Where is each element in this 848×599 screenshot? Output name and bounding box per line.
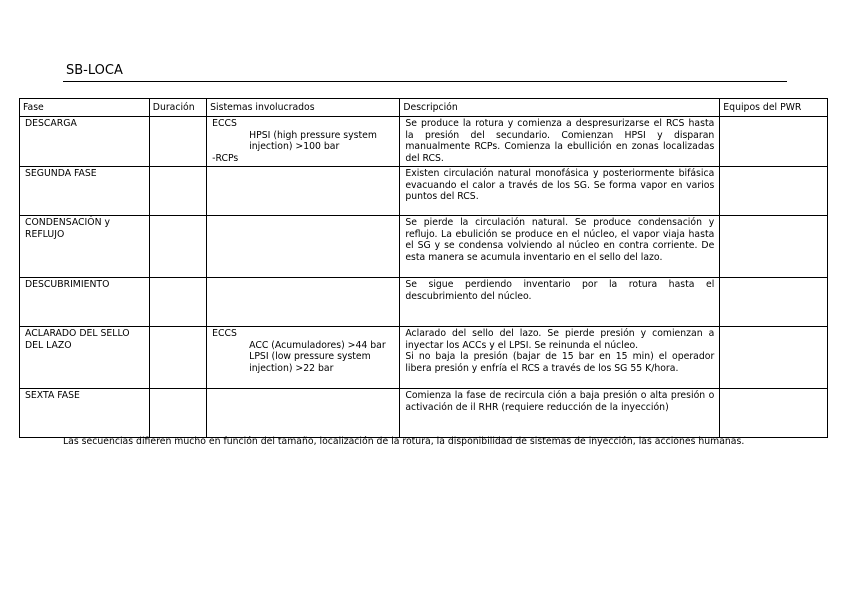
cell-descripcion: Existen circulación natural monofásica y posteriormente bifásica evacuando el calor a través de los SG. Se forma vapor en varios puntos del RCS. [400, 167, 720, 216]
sistemas-head: ECCS [212, 328, 237, 339]
cell-equipos [720, 278, 828, 327]
sistemas-sub: HPSI (high pressure system injection) >100 bar [249, 129, 377, 152]
header-duracion: Duración [149, 99, 206, 117]
cell-sistemas [207, 327, 400, 389]
cell-duracion [149, 278, 206, 327]
table-row [20, 117, 828, 167]
cell-equipos [720, 327, 828, 389]
cell-duracion [149, 327, 206, 389]
cell-sistemas [207, 389, 400, 438]
cell-descripcion [400, 327, 720, 389]
cell-duracion [149, 117, 206, 167]
cell-fase: CONDENSACIÓN y REFLUJO [20, 216, 150, 278]
header-equipos: Equipos del PWR [720, 99, 828, 117]
phases-table [19, 98, 828, 438]
cell-fase: ACLARADO DEL SELLO DEL LAZO [20, 327, 150, 389]
sistemas-head: ECCS [212, 118, 237, 129]
cell-fase: SEXTA FASE [20, 389, 150, 438]
cell-duracion [149, 216, 206, 278]
cell-sistemas [207, 216, 400, 278]
cell-fase: SEGUNDA FASE [20, 167, 150, 216]
cell-fase: DESCUBRIMIENTO [20, 278, 150, 327]
cell-fase: DESCARGA [20, 117, 150, 167]
cell-equipos [720, 167, 828, 216]
cell-descripcion: Se produce la rotura y comienza a despresurizarse el RCS hasta la presión del secundario. Comienzan HPSI y disparan manualmente RCPs. Comienza la ebullición en zonas localizadas del RCS. [400, 117, 720, 167]
cell-equipos [720, 216, 828, 278]
cell-duracion [149, 389, 206, 438]
table-row [20, 389, 828, 438]
cell-descripcion: Comienza la fase de recircula ción a baja presión o alta presión o activación de il RHR (requiere reducción de la inyección) [400, 389, 720, 438]
cell-equipos [720, 389, 828, 438]
cell-descripcion: Se sigue perdiendo inventario por la rotura hasta el descubrimiento del núcleo. [400, 278, 720, 327]
table-row [20, 216, 828, 278]
cell-equipos [720, 117, 828, 167]
cell-descripcion: Se pierde la circulación natural. Se produce condensación y reflujo. La ebulición se produce en el núcleo, el vapor viaja hasta el SG y se condensa volviendo al núcleo en contra corriente. De esta manera se acumula inventario en el sello del lazo. [400, 216, 720, 278]
descripcion-part: Aclarado del sello del lazo. Se pierde presión y comienzan a inyectar los ACCs y el LPSI. Se reinunda el núcleo. [405, 328, 715, 351]
header-fase: Fase [20, 99, 150, 117]
table-row [20, 167, 828, 216]
table-row [20, 327, 828, 389]
header-descripcion: Descripción [400, 99, 720, 117]
sistemas-sub: LPSI (low pressure system injection) >22 bar [249, 351, 371, 374]
cell-sistemas [207, 278, 400, 327]
header-sistemas: Sistemas involucrados [207, 99, 400, 117]
cell-sistemas [207, 167, 400, 216]
table-header-row [20, 99, 828, 117]
page-title: SB-LOCA [66, 63, 123, 78]
sistemas-sub: ACC (Acumuladores) >44 bar [249, 339, 386, 351]
footnote: Las secuencias difieren mucho en función del tamaño, localización de la rotura, la disponibilidad de sistemas de inyección, las acciones humanas. [63, 436, 745, 447]
title-rule [63, 81, 787, 82]
table-row [20, 278, 828, 327]
sistemas-tail: -RCPs [212, 152, 239, 164]
descripcion-part: Si no baja la presión (bajar de 15 bar en 15 min) el operador libera presión y enfría el RCS a través de los SG 55 K/hora. [405, 351, 715, 374]
cell-duracion [149, 167, 206, 216]
cell-sistemas [207, 117, 400, 167]
